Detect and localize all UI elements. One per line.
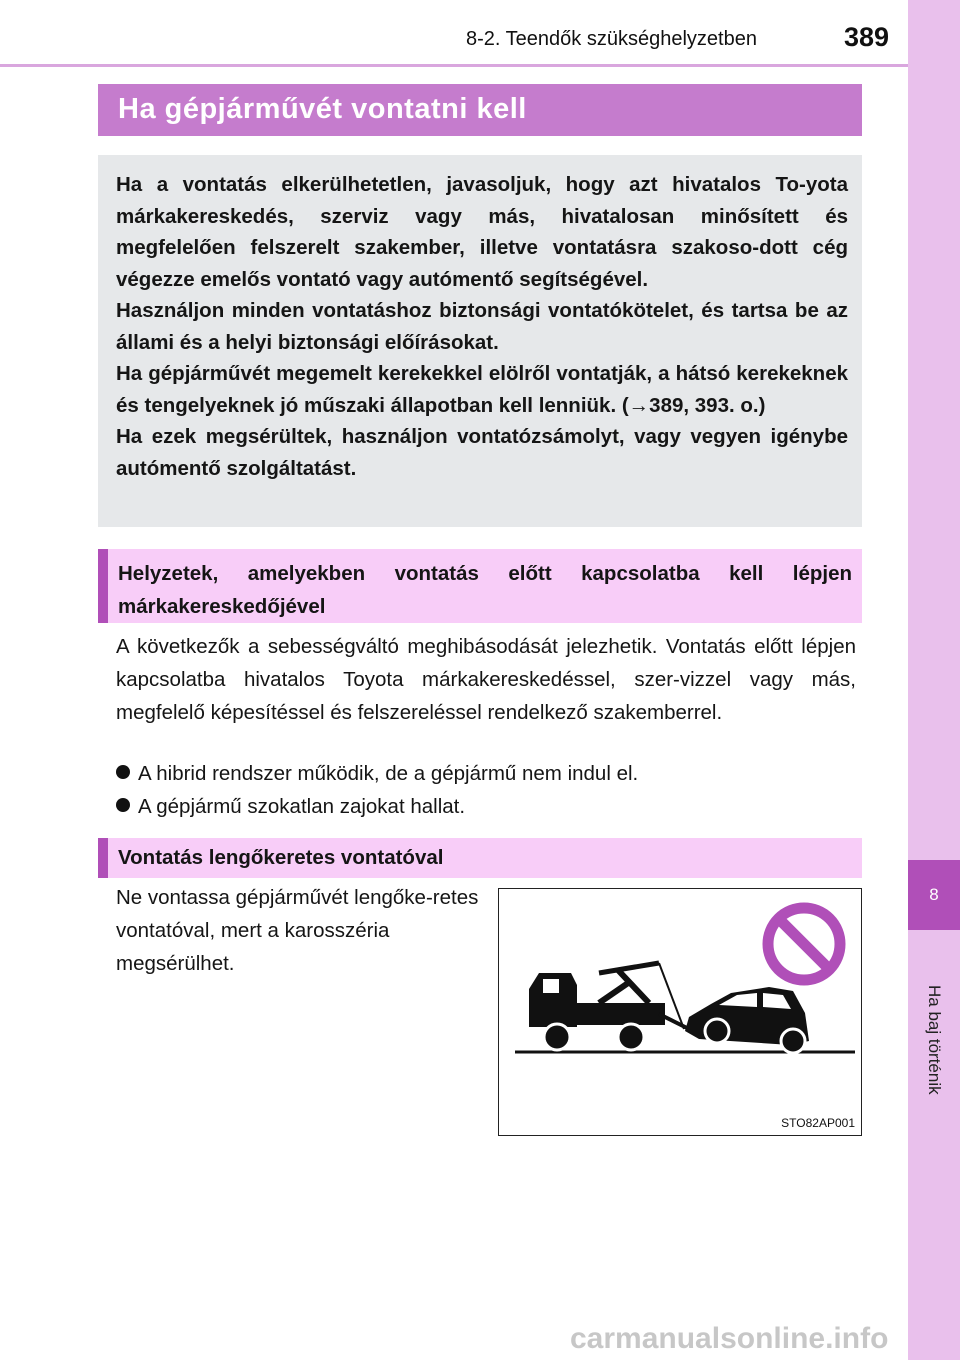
section-heading-wheel-lift (98, 838, 862, 878)
bullet-icon (116, 765, 130, 779)
section-body-text: A következők a sebességváltó meghibásodását jelezhetik. Vontatás előtt lépjen kapcsolatba hivatalos Toyota márkakereskedéssel, szer-vizzel vagy más, megfelelő képesítéssel és felszereléssel rendelkező szakemberrel. (116, 635, 856, 724)
section-heading-contact-dealer (98, 549, 862, 623)
chapter-number-tab[interactable] (908, 860, 960, 930)
section-heading-text: Vontatás lengőkeretes vontatóval (118, 846, 444, 869)
section-heading-text: Helyzetek, amelyekben vontatás előtt kapcsolatba kell lépjen márkakereskedőjével (118, 562, 852, 618)
towing-illustration (498, 888, 862, 1136)
section-reference: 8-2. Teendők szükséghelyzetben (466, 28, 757, 50)
intro-paragraph: Ha a vontatás elkerülhetetlen, javasoljuk, hogy azt hivatalos To-yota márkakereskedés, szerviz vagy más, hivatalosan minősített és megfelelően felszerelt szakember, illetve vontatásra szakoso-dott cég végezze emelős vontató vagy autómentő segítségével. (116, 173, 848, 291)
watermark: carmanualsonline.info (570, 1322, 889, 1355)
section-body-text: Ne vontassa gépjárművét lengőke-retes vontatóval, mert a karosszéria megsérülhet. (116, 886, 479, 975)
intro-paragraph: Ha ezek megsérültek, használjon vontatózsámolyt, vagy vegyen igénybe autómentő szolgáltatást. (116, 425, 848, 480)
page-number: 389 (844, 22, 890, 52)
list-item-text: A hibrid rendszer működik, de a gépjármű nem indul el. (138, 762, 639, 785)
intro-paragraph: Ha gépjárművét megemelt kerekekkel elölről vontatják, a hátsó kerekeknek és tengelyeknek jó műszaki állapotban kell lenniük. (→389, 393. o.) (116, 362, 848, 417)
list-item (116, 790, 465, 823)
prohibited-icon (768, 908, 840, 980)
figure-code: STO82AP001 (781, 1116, 855, 1130)
tow-truck-icon (529, 963, 689, 1050)
chapter-title-tab (908, 940, 960, 1140)
page-title: Ha gépjárművét vontatni kell (98, 84, 862, 136)
towing-illustration-graphic (499, 889, 861, 1135)
car-icon (685, 987, 809, 1053)
intro-box (98, 155, 862, 527)
chapter-number: 8 (929, 885, 939, 904)
intro-paragraph: Használjon minden vontatáshoz biztonsági vontatókötelet, és tartsa be az állami és a helyi biztonsági előírásokat. (116, 299, 848, 354)
list-item (116, 757, 638, 790)
chapter-side-strip (908, 0, 960, 1360)
chapter-title: Ha baj történik (925, 985, 944, 1095)
list-item-text: A gépjármű szokatlan zajokat hallat. (138, 795, 466, 818)
header-divider (0, 64, 908, 67)
bullet-icon (116, 798, 130, 812)
